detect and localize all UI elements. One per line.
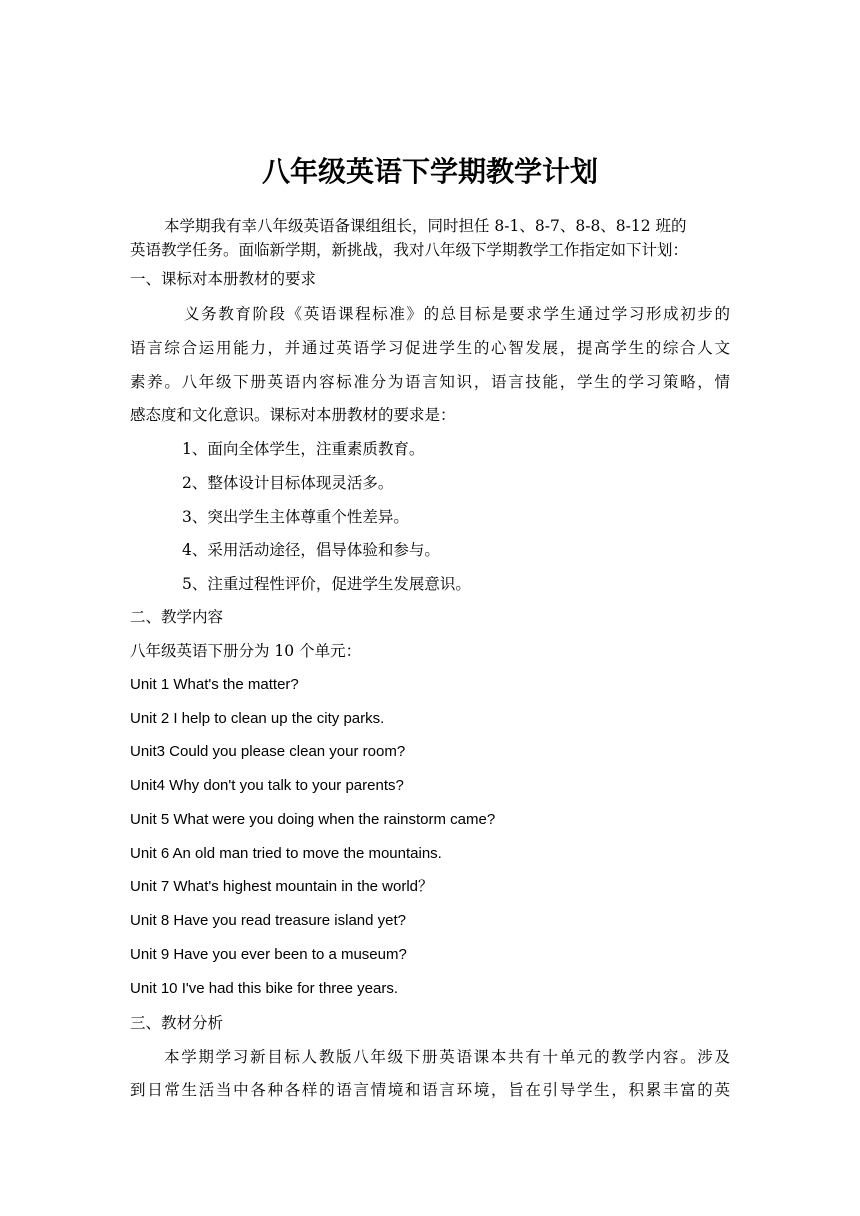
document-title: 八年级英语下学期教学计划 <box>261 155 598 188</box>
section-1-heading: 一、课标对本册教材的要求 <box>130 270 317 288</box>
intro-line-1: 本学期我有幸八年级英语备课组组长，同时担任 8-1、8-7、8-8、8-12 班的 <box>164 217 687 235</box>
unit-list-item-8: Unit 8 Have you read treasure island yet? <box>130 912 406 929</box>
requirement-item-2: 2、整体设计目标体现灵活多。 <box>182 474 394 492</box>
unit-list-item-4: Unit4 Why don't you talk to your parents? <box>130 777 404 794</box>
section-1-para-line-3: 素养。八年级下册英语内容标准分为语言知识，语言技能，学生的学习策略，情 <box>130 373 730 391</box>
unit-list-item-5: Unit 5 What were you doing when the rainstorm came? <box>130 811 496 828</box>
requirement-item-1: 1、面向全体学生，注重素质教育。 <box>182 440 425 458</box>
section-1-para-line-1: 义务教育阶段《英语课程标准》的总目标是要求学生通过学习形成初步的 <box>184 305 730 323</box>
section-2-heading: 二、教学内容 <box>130 608 224 626</box>
requirement-item-3: 3、突出学生主体尊重个性差异。 <box>182 508 409 526</box>
section-3-para-line-2: 到日常生活当中各种各样的语言情境和语言环境，旨在引导学生，积累丰富的英 <box>130 1081 730 1099</box>
requirement-item-4: 4、采用活动途径，倡导体验和参与。 <box>182 541 440 559</box>
section-1-para-line-4: 感态度和文化意识。课标对本册教材的要求是： <box>130 406 456 424</box>
section-2-intro: 八年级英语下册分为 10 个单元： <box>130 642 362 660</box>
requirement-item-5: 5、注重过程性评价，促进学生发展意识。 <box>182 575 471 593</box>
unit-list-item-10: Unit 10 I've had this bike for three years. <box>130 980 399 997</box>
section-3-para-line-1: 本学期学习新目标人教版八年级下册英语课本共有十单元的教学内容。涉及 <box>164 1048 730 1066</box>
unit-list-item-7: Unit 7 What's highest mountain in the world？ <box>130 878 434 895</box>
intro-line-2: 英语教学任务。面临新学期，新挑战，我对八年级下学期教学工作指定如下计划： <box>130 241 689 259</box>
unit-list-item-3: Unit3 Could you please clean your room? <box>130 743 406 760</box>
unit-list-item-2: Unit 2 I help to clean up the city parks. <box>130 710 385 727</box>
unit-list-item-6: Unit 6 An old man tried to move the mountains. <box>130 845 442 862</box>
section-3-heading: 三、教材分析 <box>130 1014 224 1032</box>
unit-list-item-9: Unit 9 Have you ever been to a museum? <box>130 946 407 963</box>
unit-list-item-1: Unit 1 What's the matter? <box>130 676 299 693</box>
section-1-para-line-2: 语言综合运用能力，并通过英语学习促进学生的心智发展，提高学生的综合人文 <box>130 339 730 357</box>
